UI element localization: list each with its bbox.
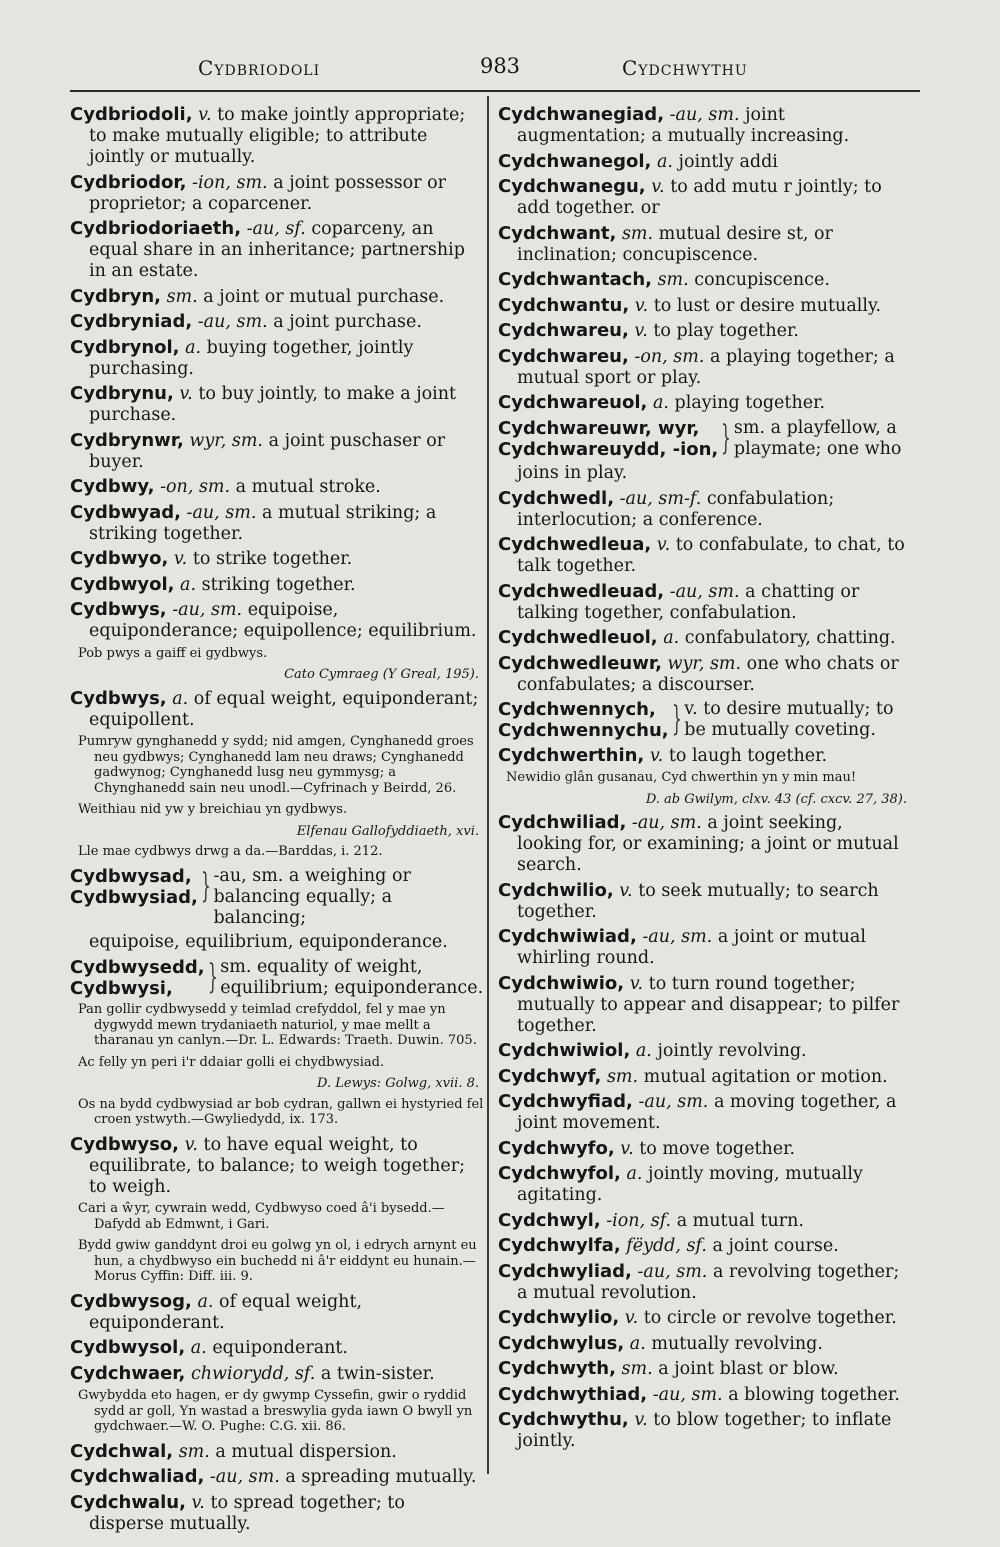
- definition: a joint or mutual whirling round.: [517, 927, 866, 968]
- grammar-label: -on, sm.: [634, 346, 705, 367]
- dictionary-entry: [498, 176, 913, 219]
- grammar-label: -au, sm.: [631, 813, 702, 833]
- dictionary-entry: [498, 1163, 913, 1206]
- definition: a moving together, a joint movement.: [517, 1092, 897, 1133]
- dictionary-entry: [498, 1409, 913, 1452]
- headword: Cydchwanegiad,: [498, 104, 665, 125]
- citation: Os na bydd cydbwysiad ar bob cydran, gallwn ei hystyried fel croen ystwyth.—Gwyliedydd, ix. 173.: [78, 1096, 484, 1127]
- headword: Cydbwysog,: [70, 1290, 192, 1312]
- grammar-label: v.: [634, 321, 648, 341]
- grammar-label: -on, sm.: [160, 477, 231, 497]
- grammar-label: v.: [629, 973, 644, 994]
- headword: Cydchwylus,: [498, 1332, 625, 1354]
- headword: Cydchwiwio,: [498, 972, 625, 994]
- grammar-label: sm.: [621, 223, 654, 244]
- citation: Weithiau nid yw y breichiau yn gydbwys.: [78, 802, 348, 817]
- citation: Gwybydda eto hagen, er dy gwymp Cyssefin, gwir o ryddid sydd ar goll, Yn wastad a breswylia gyda iawn O bwyll yn gydchwaer.—W. O. Pughe: C.G. xii. 86.: [78, 1388, 473, 1434]
- definition: sm. equality of weight, equilibrium; equiponderance.: [220, 956, 484, 998]
- dictionary-entry: [498, 534, 913, 577]
- grammar-label: -au, sf.: [246, 219, 306, 239]
- dictionary-entry: [498, 973, 913, 1037]
- headword: Cydbwyso,: [70, 1133, 179, 1155]
- definition: to turn round together; mutually to appear and disappear; to pilfer together.: [517, 973, 900, 1036]
- headword: Cydchwilio,: [498, 879, 614, 901]
- headword: Cydchwant,: [498, 222, 617, 244]
- grammar-label: a.: [172, 688, 189, 709]
- brace-glyph: }: [721, 417, 731, 458]
- headword: Cydbryniad,: [70, 311, 193, 332]
- definition: a joint possessor or proprietor; a coparcener.: [89, 172, 447, 214]
- dictionary-entry: [70, 1337, 485, 1359]
- grammar-label: a.: [190, 1338, 207, 1358]
- grammar-label: v.: [651, 177, 665, 197]
- definition: v. to desire mutually; to be mutually coveting.: [684, 699, 894, 740]
- headword: Cydchwennychu,: [498, 720, 669, 741]
- dictionary-entry: [498, 1138, 913, 1160]
- paired-entry: [70, 866, 485, 929]
- definition: to lust or desire mutually.: [653, 295, 882, 316]
- headword: Cydchwedleua,: [498, 534, 652, 555]
- dictionary-entry: [70, 311, 485, 333]
- citation: Pob pwys a gaiff ei gydbwys.: [78, 645, 268, 661]
- dictionary-entry: [70, 383, 485, 426]
- grammar-label: wyr, sm.: [667, 653, 742, 674]
- headword: Cydbriodor,: [70, 171, 187, 193]
- definition: to seek mutually; to search together.: [517, 880, 879, 922]
- dictionary-entry: [70, 1492, 485, 1535]
- headword: Cydbwysi,: [70, 977, 173, 999]
- headword: Cydbwys,: [70, 687, 167, 709]
- dictionary-entry: [70, 574, 485, 596]
- right-column: [498, 104, 913, 1456]
- grammar-label: wyr, sm.: [189, 430, 263, 451]
- grammar-label: -ion, sm.: [192, 172, 268, 193]
- headword: Cydchwyl,: [498, 1209, 601, 1231]
- dictionary-entry: [70, 172, 485, 215]
- grammar-label: chwiorydd, sf.: [190, 1363, 316, 1384]
- dictionary-entry: [498, 151, 913, 173]
- headword: Cydbwy,: [70, 476, 155, 497]
- headword: Cydchwareuwr, wyr,: [498, 417, 700, 439]
- dictionary-entry: [498, 581, 913, 624]
- citation: Cari a ŵyr, cywrain wedd, Cydbwyso coed â'i bysedd.—Dafydd ab Edmwnt, i Gari.: [78, 1201, 445, 1232]
- headword: Cydchwiliad,: [498, 812, 627, 833]
- citation: Ac felly yn peri i'r ddaiar golli ei chydbwysiad.: [78, 1054, 385, 1070]
- dictionary-entry: [498, 1091, 913, 1134]
- headword: Cydchwennych,: [498, 699, 656, 720]
- grammar-label: a.: [663, 628, 680, 648]
- paired-headwords: [498, 418, 718, 460]
- headword: Cydchwylio,: [498, 1307, 620, 1328]
- headword: Cydbrynwr,: [70, 429, 184, 451]
- definition: to spread together; to disperse mutually.: [89, 1492, 405, 1534]
- dictionary-entry: [498, 627, 913, 649]
- paired-entry: [498, 418, 913, 460]
- dictionary-entry: [70, 104, 485, 168]
- grammar-label: v.: [191, 1492, 205, 1513]
- headword: Cydchwaliad,: [70, 1466, 205, 1487]
- dictionary-entry: [70, 599, 485, 642]
- dictionary-entry: [70, 1441, 485, 1463]
- grammar-label: v.: [619, 880, 633, 901]
- grammar-label: sm.: [657, 270, 689, 290]
- headword: Cydbwysedd,: [70, 956, 205, 978]
- dictionary-entry: [498, 1261, 913, 1304]
- dictionary-entry: [70, 1363, 485, 1385]
- headword: Cydbwyad,: [70, 501, 181, 523]
- grammar-label: a.: [185, 337, 202, 358]
- grammar-label: sm.: [166, 286, 198, 307]
- definition: mutually revolving.: [651, 1333, 823, 1354]
- headword: Cydbryn,: [70, 285, 161, 307]
- definition: to blow together; to inflate jointly.: [517, 1410, 892, 1451]
- headword: Cydchwaer,: [70, 1362, 186, 1384]
- grammar-label: -au, sm.: [186, 502, 257, 523]
- headword: Cydchwantach,: [498, 269, 652, 290]
- headword: Cydchwalu,: [70, 1491, 186, 1513]
- definition: a chatting or talking together, confabulation.: [517, 581, 860, 623]
- definition: sm. a playfellow, a playmate; one who: [733, 417, 902, 459]
- citation: Pan gollir cydbwysedd y teimlad crefyddol, fel y mae yn dygwydd mewn trydaniaeth naturiol, y mae mellt a tharanau yn canlyn.—Dr. L. Edwards: Traeth. Duwin. 705.: [78, 1002, 477, 1048]
- grammar-label: -au, sm.: [669, 581, 740, 602]
- grammar-label: -ion, sf.: [606, 1210, 672, 1231]
- paired-headwords: [70, 957, 205, 999]
- grammar-label: fëydd, sf.: [626, 1236, 707, 1256]
- definition: one who chats or confabulates; a discourser.: [517, 653, 899, 695]
- headword: Cydchwedleuol,: [498, 627, 658, 648]
- paired-entry: [70, 957, 485, 999]
- headword: Cydchwantu,: [498, 294, 630, 316]
- definition: concupiscence.: [694, 270, 830, 290]
- dictionary-entry: [70, 337, 485, 380]
- headword: Cydbwysad,: [70, 865, 192, 887]
- grammar-label: a.: [180, 574, 197, 595]
- definition: a spreading mutually.: [285, 1467, 477, 1487]
- definition: a playing together; a mutual sport or play.: [517, 346, 895, 388]
- definition: to make jointly appropriate; to make mutually eligible; to attribute jointly or mutually.: [89, 105, 466, 167]
- dictionary-entry: [498, 926, 913, 969]
- definition: jointly revolving.: [657, 1041, 807, 1061]
- headword: Cydchwiwiad,: [498, 926, 637, 947]
- definition: a blowing together.: [728, 1384, 900, 1405]
- dictionary-entry: [498, 104, 913, 147]
- dictionary-entry: [498, 1384, 913, 1406]
- headword: Cydbwys,: [70, 599, 167, 620]
- definition: mutual agitation or motion.: [643, 1066, 888, 1087]
- grammar-label: v.: [649, 745, 664, 766]
- headword: Cydbrynu,: [70, 383, 174, 404]
- grammar-label: v.: [634, 295, 649, 316]
- definition: a joint purchase.: [273, 312, 422, 332]
- headword: Cydchwyfo,: [498, 1137, 615, 1159]
- dictionary-entry: [70, 688, 485, 731]
- definition: a twin-sister.: [320, 1363, 435, 1384]
- headword: Cydchwyfiad,: [498, 1091, 633, 1112]
- definition: to confabulate, to chat, to talk together.: [517, 535, 905, 576]
- headword: Cydbwysol,: [70, 1337, 186, 1358]
- dictionary-entry: [70, 286, 485, 308]
- dictionary-entry: [70, 1466, 485, 1488]
- dictionary-entry: [498, 880, 913, 923]
- definition: to buy jointly, to make a joint purchase.: [89, 384, 457, 425]
- dictionary-entry: [498, 745, 913, 767]
- dictionary-entry: [498, 392, 913, 414]
- definition: -au, sm. a weighing or balancing equally; a balancing;: [213, 865, 411, 928]
- definition: mutual desire st, or inclination; concupiscence.: [517, 223, 833, 265]
- grammar-label: a.: [635, 1041, 652, 1061]
- brace-glyph: }: [671, 699, 682, 739]
- dictionary-entry: [70, 1291, 485, 1334]
- definition: equiponderant.: [212, 1338, 348, 1358]
- definition: a joint or mutual purchase.: [203, 286, 445, 307]
- grammar-label: v.: [620, 1138, 634, 1159]
- citation: Pumryw gynghanedd y sydd; nid amgen, Cynghanedd groes neu gydbwys; Cynghanedd lam neu draws; Cynghanedd gadwynog; Cynghanedd lusg neu gymmysg; a Chynghanedd sain neu unodl.—Cyfrinach y Beirdd, 26.: [78, 734, 474, 796]
- dictionary-entry: [498, 488, 913, 531]
- definition-continued: joins in play.: [517, 463, 628, 483]
- headword: Cydchwedl,: [498, 487, 615, 509]
- grammar-label: -au, sm.: [669, 105, 740, 125]
- grammar-label: -au, sm.: [638, 1092, 709, 1112]
- definition: to have equal weight, to equilibrate, to balance; to weigh together; to weigh.: [89, 1134, 465, 1197]
- dictionary-entry: [70, 502, 485, 545]
- headword: Cydchwareu,: [498, 345, 629, 367]
- dictionary-entry: [70, 1134, 485, 1198]
- dictionary-entry: [70, 476, 485, 498]
- definition: to move together.: [639, 1138, 796, 1159]
- definition: to strike together.: [192, 549, 353, 569]
- column-divider: [487, 96, 489, 1474]
- dictionary-entry: [498, 1235, 913, 1257]
- page-number: 983: [479, 54, 521, 78]
- dictionary-entry: [498, 223, 913, 266]
- definition: coparceny, an equal share in an inheritance; partnership in an estate.: [89, 219, 465, 281]
- dictionary-entry: [498, 320, 913, 342]
- dictionary-entry: [498, 1210, 913, 1232]
- dictionary-entry: [498, 346, 913, 389]
- grammar-label: a.: [652, 393, 669, 413]
- definition: a joint seeking, looking for, or examining; a joint or mutual search.: [517, 813, 899, 875]
- header-left-guideword: Cydbriodoli: [198, 56, 321, 80]
- grammar-label: a.: [629, 1333, 646, 1354]
- headword: Cydchwanegol,: [498, 150, 652, 172]
- headword: Cydbriodoli,: [70, 104, 193, 125]
- grammar-label: v.: [198, 105, 212, 125]
- definition: confabulatory, chatting.: [684, 628, 896, 648]
- grammar-label: -au, sm-f.: [619, 488, 702, 509]
- header-rule: [70, 90, 920, 92]
- brace-glyph: }: [207, 956, 218, 997]
- grammar-label: -au, sm.: [642, 927, 713, 947]
- grammar-label: v.: [624, 1308, 639, 1328]
- grammar-label: a.: [626, 1164, 643, 1184]
- citation-source: D. Lewys: Golwg, xvii. 8.: [317, 1076, 479, 1091]
- definition: a joint blast or blow.: [658, 1359, 839, 1379]
- definition: joint augmentation; a mutually increasing.: [517, 105, 850, 146]
- grammar-label: -au, sm.: [172, 600, 243, 620]
- definition-continued: equipoise, equilibrium, equiponderance.: [89, 932, 448, 952]
- definition: a joint course.: [712, 1236, 839, 1256]
- dictionary-entry: [498, 1307, 913, 1329]
- headword: Cydbriodoriaeth,: [70, 218, 242, 239]
- grammar-label: a.: [197, 1291, 214, 1312]
- definition: of equal weight, equiponderant.: [89, 1291, 363, 1333]
- grammar-label: -au, sm.: [209, 1467, 280, 1487]
- dictionary-entry: [498, 1066, 913, 1088]
- dictionary-entry: [498, 653, 913, 696]
- grammar-label: sm.: [621, 1359, 653, 1379]
- headword: Cydchwylfa,: [498, 1235, 621, 1256]
- definition: to circle or revolve together.: [643, 1308, 897, 1328]
- headword: Cydbwyol,: [70, 573, 175, 595]
- paired-headwords: [70, 866, 198, 929]
- paired-entry: [498, 699, 913, 741]
- headword: Cydchwyf,: [498, 1065, 602, 1087]
- grammar-label: -au, sm.: [637, 1261, 708, 1282]
- definition: confabulation; interlocution; a conference.: [517, 488, 835, 530]
- dictionary-entry: [70, 218, 485, 282]
- dictionary-entry: [70, 548, 485, 570]
- headword: Cydbrynol,: [70, 336, 180, 358]
- headword: Cydchwiwiol,: [498, 1040, 631, 1061]
- citation: Bydd gwiw ganddynt droi eu golwg yn ol, i edrych arnynt eu hun, a chydbwyso ein buchedd ni â'r eiddynt eu hunain.—Morus Cyffin: Diff. iii. 9.: [78, 1238, 477, 1284]
- grammar-label: -au, sm.: [652, 1384, 723, 1405]
- headword: Cydchwedleuad,: [498, 580, 665, 602]
- definition: to add mutu r jointly; to add together. or: [517, 177, 882, 218]
- definition: a mutual dispersion.: [215, 1441, 397, 1462]
- paired-headwords: [498, 699, 669, 741]
- definition: to play together.: [653, 321, 799, 341]
- definition: playing together.: [674, 393, 826, 413]
- grammar-label: sm.: [178, 1441, 210, 1462]
- definition: jointly addi: [678, 151, 778, 172]
- definition: a revolving together; a mutual revolution.: [517, 1261, 900, 1303]
- brace-glyph: }: [200, 865, 211, 906]
- headword: Cydbwysiad,: [70, 886, 198, 908]
- headword: Cydchwareu,: [498, 320, 629, 341]
- headword: Cydchwareuydd, -ion,: [498, 438, 719, 460]
- grammar-label: v.: [184, 1134, 198, 1155]
- grammar-label: v.: [634, 1410, 648, 1430]
- grammar-label: v.: [656, 535, 671, 555]
- citation-source: D. ab Gwilym, clxv. 43 (cf. cxcv. 27, 38).: [645, 791, 907, 807]
- definition: jointly moving, mutually agitating.: [517, 1164, 863, 1205]
- running-header: [0, 52, 1000, 84]
- headword: Cydchwedleuwr,: [498, 652, 662, 674]
- definition: a mutual turn.: [676, 1210, 804, 1231]
- definition: striking together.: [201, 574, 356, 595]
- headword: Cydchwyfol,: [498, 1163, 621, 1184]
- definition: a mutual striking; a striking together.: [89, 502, 437, 544]
- left-column: [70, 104, 485, 1538]
- dictionary-entry: [498, 812, 913, 876]
- definition: to laugh together.: [668, 745, 828, 766]
- dictionary-entry: [498, 1333, 913, 1355]
- citation: Lle mae cydbwys drwg a da.—Barddas, i. 212.: [78, 844, 383, 859]
- dictionary-entry: [70, 430, 485, 473]
- dictionary-entry: [498, 1358, 913, 1380]
- citation: Newidio glân gusanau, Cyd chwerthin yn y min mau!: [506, 770, 857, 785]
- header-right-guideword: Cydchwythu: [622, 56, 748, 80]
- headword: Cydchwerthin,: [498, 744, 645, 766]
- headword: Cydchwyth,: [498, 1358, 616, 1379]
- definition: of equal weight, equiponderant; equipollent.: [89, 688, 479, 730]
- headword: Cydchwareuol,: [498, 392, 648, 413]
- definition: equipoise, equiponderance; equipollence; equilibrium.: [89, 600, 477, 641]
- grammar-label: -au, sm.: [197, 312, 268, 332]
- headword: Cydchwyliad,: [498, 1260, 632, 1282]
- grammar-label: v.: [179, 384, 193, 404]
- grammar-label: v.: [173, 549, 188, 569]
- grammar-label: a.: [656, 151, 673, 172]
- dictionary-entry: [498, 295, 913, 317]
- definition: buying together, jointly purchasing.: [89, 337, 414, 379]
- dictionary-entry: [498, 269, 913, 291]
- headword: Cydchwanegu,: [498, 176, 646, 197]
- citation-source: Elfenau Gallofyddiaeth, xvi.: [296, 823, 479, 839]
- headword: Cydchwythiad,: [498, 1383, 648, 1405]
- definition: a mutual stroke.: [235, 477, 381, 497]
- citation-source: Cato Cymraeg (Y Greal, 195).: [284, 667, 479, 682]
- definition: a joint puschaser or buyer.: [89, 430, 446, 472]
- headword: Cydchwythu,: [498, 1409, 629, 1430]
- dictionary-entry: [498, 1040, 913, 1062]
- grammar-label: sm.: [606, 1066, 639, 1087]
- headword: Cydbwyo,: [70, 548, 169, 569]
- headword: Cydchwal,: [70, 1440, 174, 1462]
